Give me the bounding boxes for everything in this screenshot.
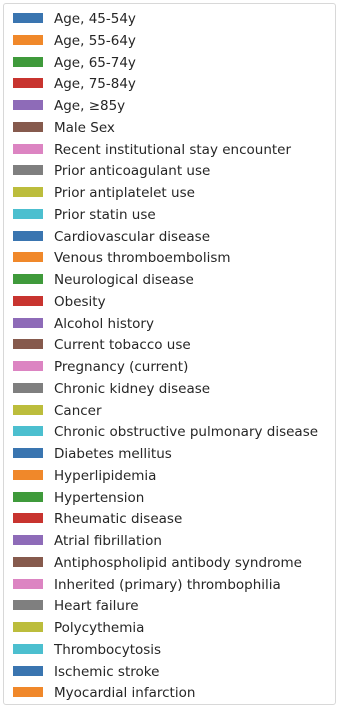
chart-legend: [3, 3, 336, 705]
legend-swatch: [13, 448, 43, 458]
legend-swatch: [13, 600, 43, 610]
legend-label: Cardiovascular disease: [54, 228, 211, 245]
legend-label: Hypertension: [54, 489, 145, 506]
legend-label: Inherited (primary) thrombophilia: [54, 576, 281, 593]
legend-swatch: [13, 666, 43, 676]
legend-label: Age, ≥85y: [54, 98, 126, 114]
legend-item: [4, 575, 336, 595]
legend-swatch: [13, 13, 43, 23]
legend-item: [4, 140, 336, 160]
legend-label: Chronic obstructive pulmonary disease: [54, 424, 319, 441]
legend-swatch: [13, 252, 43, 262]
legend-swatch: [13, 78, 43, 88]
legend-item: [4, 444, 336, 464]
legend-label: Atrial fibrillation: [54, 533, 162, 549]
legend-swatch: [13, 622, 43, 632]
legend-item: [4, 488, 336, 508]
legend-label: Ischemic stroke: [54, 663, 160, 680]
legend-label: Myocardial infarction: [54, 685, 196, 702]
legend-swatch: [13, 122, 43, 132]
legend-label: Alcohol history: [54, 315, 154, 332]
legend-swatch: [13, 492, 43, 502]
legend-label: Age, 65-74y: [54, 54, 136, 71]
legend-swatch: [13, 535, 43, 545]
legend-label: Antiphospholipid antibody syndrome: [54, 554, 302, 571]
legend-swatch: [13, 426, 43, 436]
legend-label: Age, 75-84y: [54, 76, 136, 93]
legend-item: [4, 183, 336, 203]
legend-label: Obesity: [54, 293, 106, 310]
legend-swatch: [13, 57, 43, 67]
legend-item: [4, 161, 336, 181]
legend-swatch: [13, 144, 43, 154]
legend-item: [4, 314, 336, 334]
legend-item: [4, 9, 336, 29]
legend-item: [4, 379, 336, 399]
legend-swatch: [13, 274, 43, 284]
legend-label: Prior anticoagulant use: [54, 163, 211, 180]
legend-item: [4, 53, 336, 73]
legend-label: Neurological disease: [54, 272, 194, 288]
legend-label: Cancer: [54, 402, 102, 419]
legend-item: [4, 509, 336, 529]
legend-item: [4, 553, 336, 573]
legend-label: Current tobacco use: [54, 337, 191, 354]
legend-swatch: [13, 231, 43, 241]
legend-label: Prior statin use: [54, 206, 156, 223]
legend-swatch: [13, 361, 43, 371]
legend-label: Age, 45-54y: [54, 11, 136, 27]
legend-item: [4, 466, 336, 486]
legend-item: [4, 640, 336, 660]
legend-swatch: [13, 644, 43, 654]
legend-swatch: [13, 383, 43, 393]
legend-item: [4, 531, 336, 551]
legend-swatch: [13, 470, 43, 480]
legend-label: Prior antiplatelet use: [54, 185, 195, 201]
legend-label: Hyperlipidemia: [54, 467, 157, 484]
legend-item: [4, 292, 336, 312]
legend-item: [4, 118, 336, 138]
legend-label: Diabetes mellitus: [54, 446, 172, 462]
legend-label: Thrombocytosis: [54, 641, 162, 658]
legend-swatch: [13, 100, 43, 110]
legend-item: [4, 96, 336, 116]
legend-swatch: [13, 405, 43, 415]
legend-swatch: [13, 35, 43, 45]
legend-label: Rheumatic disease: [54, 511, 183, 528]
legend-item: [4, 335, 336, 355]
legend-swatch: [13, 296, 43, 306]
legend-item: [4, 596, 336, 616]
legend-swatch: [13, 687, 43, 697]
legend-swatch: [13, 165, 43, 175]
legend-item: [4, 422, 336, 442]
legend-item: [4, 357, 336, 377]
legend-label: Age, 55-64y: [54, 32, 136, 49]
legend-item: [4, 248, 336, 268]
legend-item: [4, 205, 336, 225]
legend-label: Chronic kidney disease: [54, 380, 211, 397]
legend-swatch: [13, 318, 43, 328]
legend-item: [4, 227, 336, 247]
legend-label: Pregnancy (current): [54, 359, 189, 375]
legend-label: Recent institutional stay encounter: [54, 141, 292, 158]
legend-item: [4, 31, 336, 51]
legend-swatch: [13, 513, 43, 523]
legend-swatch: [13, 187, 43, 197]
legend-label: Male Sex: [54, 119, 115, 136]
legend-swatch: [13, 339, 43, 349]
legend-item: [4, 401, 336, 421]
legend-item: [4, 683, 336, 703]
legend-label: Venous thromboembolism: [54, 250, 231, 267]
legend-item: [4, 74, 336, 94]
legend-item: [4, 662, 336, 682]
legend-item: [4, 270, 336, 290]
legend-label: Polycythemia: [54, 620, 145, 636]
legend-swatch: [13, 557, 43, 567]
legend-item: [4, 618, 336, 638]
legend-swatch: [13, 579, 43, 589]
legend-swatch: [13, 209, 43, 219]
legend-label: Heart failure: [54, 598, 139, 615]
